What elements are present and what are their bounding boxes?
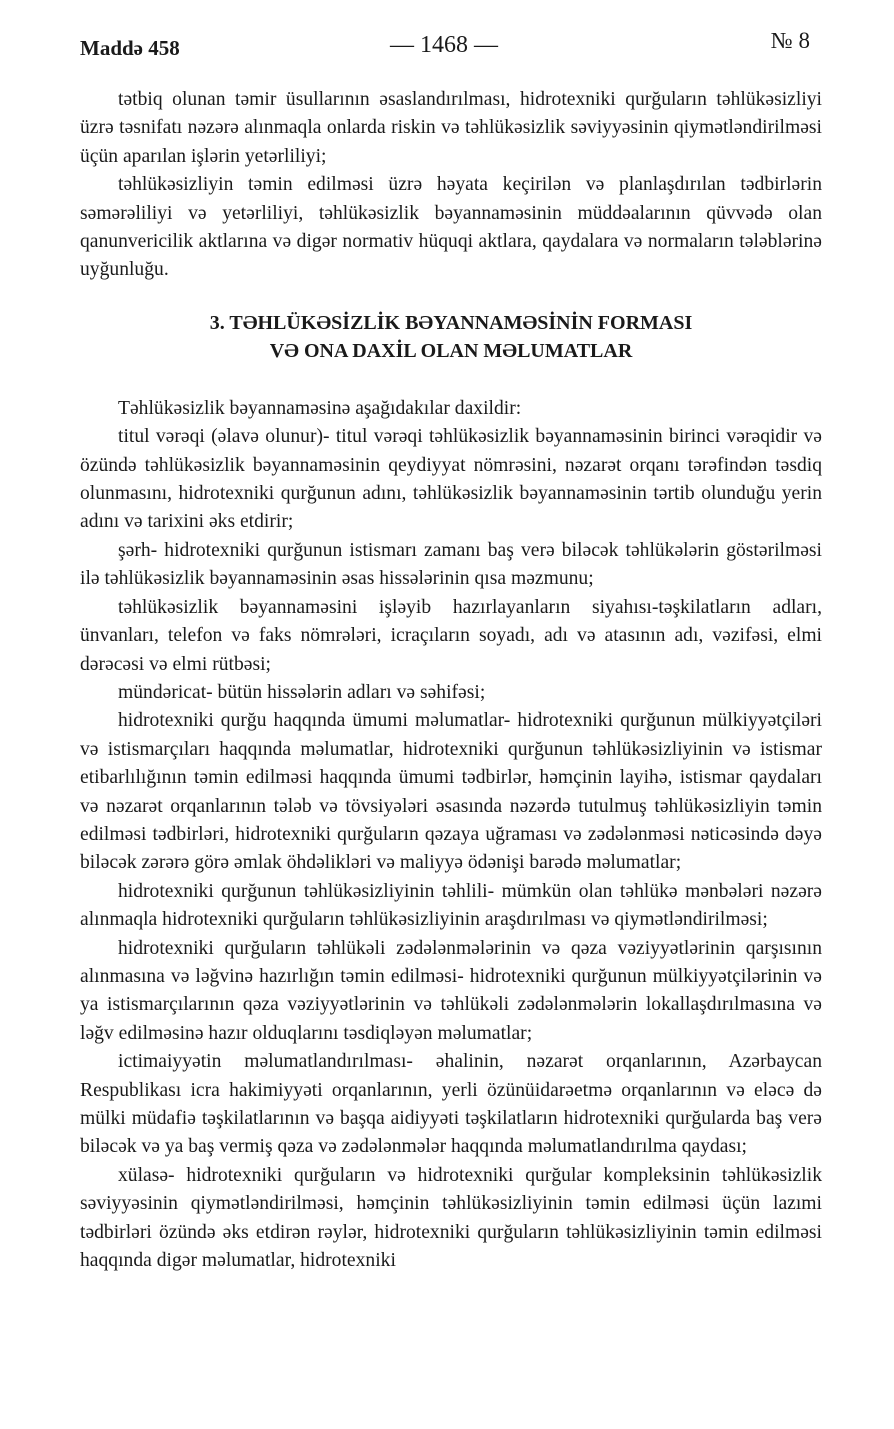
section-heading-line-1: 3. TƏHLÜKƏSİZLİK BƏYANNAMƏSİNİN FORMASI xyxy=(209,311,693,334)
section-heading-line-2: VƏ ONA DAXİL OLAN MƏLUMATLAR xyxy=(269,339,633,362)
paragraph: hidrotexniki qurğu haqqında ümumi məlumatlar- hidrotexniki qurğunun mülkiyyətçiləri və istismarçıları haqqında məlumatlar, hidrotexniki qurğunun təhlükəsizliyinin və istismar etibarlılığının təmin edilməsi haqqında ümumi tədbirlər, həmçinin layihə, istismar qaydaları və nəzarət orqanlarının tələb və tövsiyələri əsasında nəzərdə tutulmuş təhlükəsizliyin təmin edilməsi tədbirləri, hidrotexniki qurğuların qəzaya uğraması və zədələnməsi nəticəsində dəyə biləcək zərərə görə əmlak öhdəlikləri və maliyyə ödənişi barədə məlumatlar; xyxy=(80,710,822,874)
paragraph: tətbiq olunan təmir üsullarının əsaslandırılması, hidrotexniki qurğuların təhlükəsizliyi üzrə təsnifatı nəzərə alınmaqla onlarda riskin və təhlükəsizlik səviyyəsinin qiymətləndirilməsi üçün aparılan işlərin yetərliliyi; xyxy=(80,89,822,167)
article-label: Maddə 458 xyxy=(80,36,180,60)
page-number: — 1468 — xyxy=(390,32,498,58)
paragraph: təhlükəsizlik bəyannaməsini işləyib hazırlayanların siyahısı-təşkilatların adları, ünvanları, telefon və faks nömrələri, icraçıların soyadı, adı və atasının adı, vəzifəsi, elmi dərəcəsi və elmi rütbəsi; xyxy=(80,596,822,675)
paragraph: təhlükəsizliyin təmin edilməsi üzrə həyata keçirilən və planlaşdırılan tədbirlərin səmərəliliyi və yetərliliyi, təhlükəsizlik bəyannaməsinin müddəalarının qüvvədə olan qanunvericilik aktlarına və digər normativ hüquqi aktlara, qaydalara və normaların tələblərinə uyğunluğu. xyxy=(80,174,822,281)
paragraph: hidrotexniki qurğunun təhlükəsizliyinin təhlili- mümkün olan təhlükə mənbələri nəzərə alınmaqla hidrotexniki qurğuların təhlükəsizliyinin araşdırılması və qiymətləndirilməsi; xyxy=(80,880,822,931)
page-header xyxy=(80,28,820,68)
paragraph: mündəricat- bütün hissələrin adları və səhifəsi; xyxy=(118,681,486,703)
paragraph: Təhlükəsizlik bəyannaməsinə aşağıdakılar daxildir: xyxy=(118,397,522,419)
paragraph: ictimaiyyətin məlumatlandırılması- əhalinin, nəzarət orqanlarının, Azərbaycan Respublikası icra hakimiyyəti orqanlarının, yerli özünüidarəetmə orqanlarının və eləcə də mülki müdafiə təşkilatlarının və başqa aidiyyəti təşkilatların hidrotexniki qurğularda baş verə biləcək və ya baş vermiş qəza və zədələnmələr haqqında məlumatlandırılma qaydası; xyxy=(80,1051,822,1158)
paragraph: titul vərəqi (əlavə olunur)- titul vərəqi təhlükəsizlik bəyannaməsinin birinci vərəqidir və özündə təhlükəsizlik bəyannaməsinin qeydiyyat nömrəsini, nəzarət orqanı tərəfindən təsdiq olunmasını, hidrotexniki qurğunun adını, təhlükəsizlik bəyannaməsinin tərtib olunduğu yerin adını və tarixini əks etdirir; xyxy=(80,426,822,533)
paragraph: şərh- hidrotexniki qurğunun istismarı zamanı baş verə biləcək təhlükələrin göstərilməsi ilə təhlükəsizlik bəyannaməsinin əsas hissələrinin qısa məzmunu; xyxy=(80,539,822,590)
section-heading xyxy=(80,309,822,365)
paragraph: xülasə- hidrotexniki qurğuların və hidrotexniki qurğular kompleksinin təhlükəsizlik səviyyəsinin qiymətləndirilməsi, həmçinin təhlükəsizliyinin təmin edilməsi üçün lazımi tədbirləri özündə əks etdirən rəylər, hidrotexniki qurğuların təhlükəsizliyinin təmin edilməsi haqqında digər məlumatlar, hidrotexniki xyxy=(80,1164,822,1272)
body-text xyxy=(80,86,822,1275)
issue-number: № 8 xyxy=(770,28,810,53)
paragraph: hidrotexniki qurğuların təhlükəli zədələnmələrinin və qəza vəziyyətlərinin qarşısının alınmasına və ləğvinə hazırlığın təmin edilməsi- hidrotexniki qurğunun mülkiyyətçilərinin və ya istismarçılarının qəza vəziyyətlərinin və təhlükəli zədələnmələrin lokallaşdırılmasına və ləğv edilməsinə hazır olduqlarını təsdiqləyən məlumatlar; xyxy=(80,937,822,1044)
